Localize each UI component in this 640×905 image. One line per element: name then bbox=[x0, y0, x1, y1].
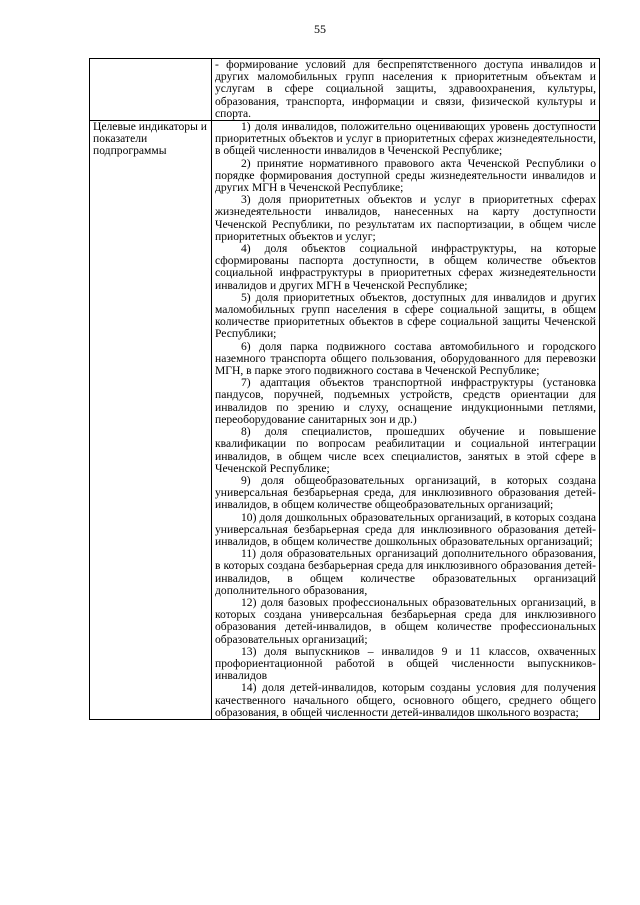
row-label bbox=[90, 59, 212, 121]
row-label-indicators: Целевые индикаторы и показатели подпрограммы bbox=[90, 121, 212, 720]
indicator-item: 8) доля специалистов, прошедших обучение и повышение квалификации по вопросам реабилитации и социальной интеграции инвалидов, в общем числе всех специалистов, занятых в этой сфере в Чеченской Республике; bbox=[215, 425, 596, 475]
indicator-item: 14) доля детей-инвалидов, которым созданы условия для получения качественного начального общего, основного общего, среднего общего образования, в общей численности детей-инвалидов школьного возраста; bbox=[215, 681, 596, 719]
paragraph: - формирование условий для беспрепятственного доступа инвалидов и других маломобильных групп населения к приоритетным объектам и услугам в сфере социальной защиты, здравоохранения, культуры, образования, транспорта, информации и связи, физической культуры и спорта. bbox=[215, 58, 596, 120]
indicator-item: 1) доля инвалидов, положительно оценивающих уровень доступности приоритетных объектов и услуг в приоритетных сферах жизнедеятельности, в общей численности инвалидов в Чеченской Республике; bbox=[215, 120, 596, 158]
row-content bbox=[212, 59, 600, 121]
indicator-item: 7) адаптация объектов транспортной инфраструктуры (установка пандусов, поручней, подъемных устройств, средств ориентации для инвалидов по зрению и слуху, оснащение индукционными петлями, переоборудование санитарных зон и др.) bbox=[215, 376, 596, 426]
indicator-item: 13) доля выпускников – инвалидов 9 и 11 классов, охваченных профориентационной работой в общей численности выпускников-инвалидов bbox=[215, 644, 596, 683]
page-number: 55 bbox=[314, 22, 326, 36]
indicator-item: 12) доля базовых профессиональных образовательных организаций, в которых создана универсальная безбарьерная среда для инклюзивного образования детей-инвалидов, в общем количестве профессиональных образовательных организаций; bbox=[215, 595, 596, 646]
indicator-item: 4) доля объектов социальной инфраструктуры, на которые сформированы паспорта доступности, в общем количестве объектов социальной инфраструктуры в приоритетных сферах жизнедеятельности инвалидов и других МГН в Чеченской Республике; bbox=[215, 242, 596, 292]
program-table bbox=[89, 58, 600, 720]
indicator-item: 9) доля общеобразовательных организаций, в которых создана универсальная безбарьерная среда, для инклюзивного образования детей-инвалидов, в общем количестве общеобразовательных организаций; bbox=[215, 473, 596, 512]
indicator-item: 6) доля парка подвижного состава автомобильного и городского наземного транспорта общего пользования, оборудованного для перевозки МГН, в парке этого подвижного состава в Чеченской Республике; bbox=[215, 339, 596, 378]
indicator-item: 5) доля приоритетных объектов, доступных для инвалидов и других маломобильных групп населения в сфере социальной защиты, в общем количестве приоритетных объектов в сфере социальной защиты Чеченской Республики; bbox=[215, 290, 596, 341]
table-row bbox=[90, 59, 600, 121]
indicator-item: 3) доля приоритетных объектов и услуг в приоритетных сферах жизнедеятельности инвалидов, нанесенных на карту доступности Чеченской Республики, по результатам их паспортизации, в общем числе приоритетных объектов и услуг; bbox=[215, 193, 596, 243]
indicator-item: 10) доля дошкольных образовательных организаций, в которых создана универсальная безбарьерная среда для инклюзивного образования детей-инвалидов, в общем количестве дошкольных образовательных организаций; bbox=[215, 510, 596, 548]
indicator-item: 11) доля образовательных организаций дополнительного образования, в которых создана безбарьерная среда для инклюзивного образования детей-инвалидов, в общем количестве образовательных организаций дополнительного образования, bbox=[215, 547, 596, 597]
row-content-indicators bbox=[212, 121, 600, 720]
indicator-item: 2) принятие нормативного правового акта Чеченской Республики о порядке формирования доступной среды жизнедеятельности инвалидов и других МГН в Чеченской Республике; bbox=[215, 156, 596, 195]
table-row bbox=[90, 121, 600, 720]
